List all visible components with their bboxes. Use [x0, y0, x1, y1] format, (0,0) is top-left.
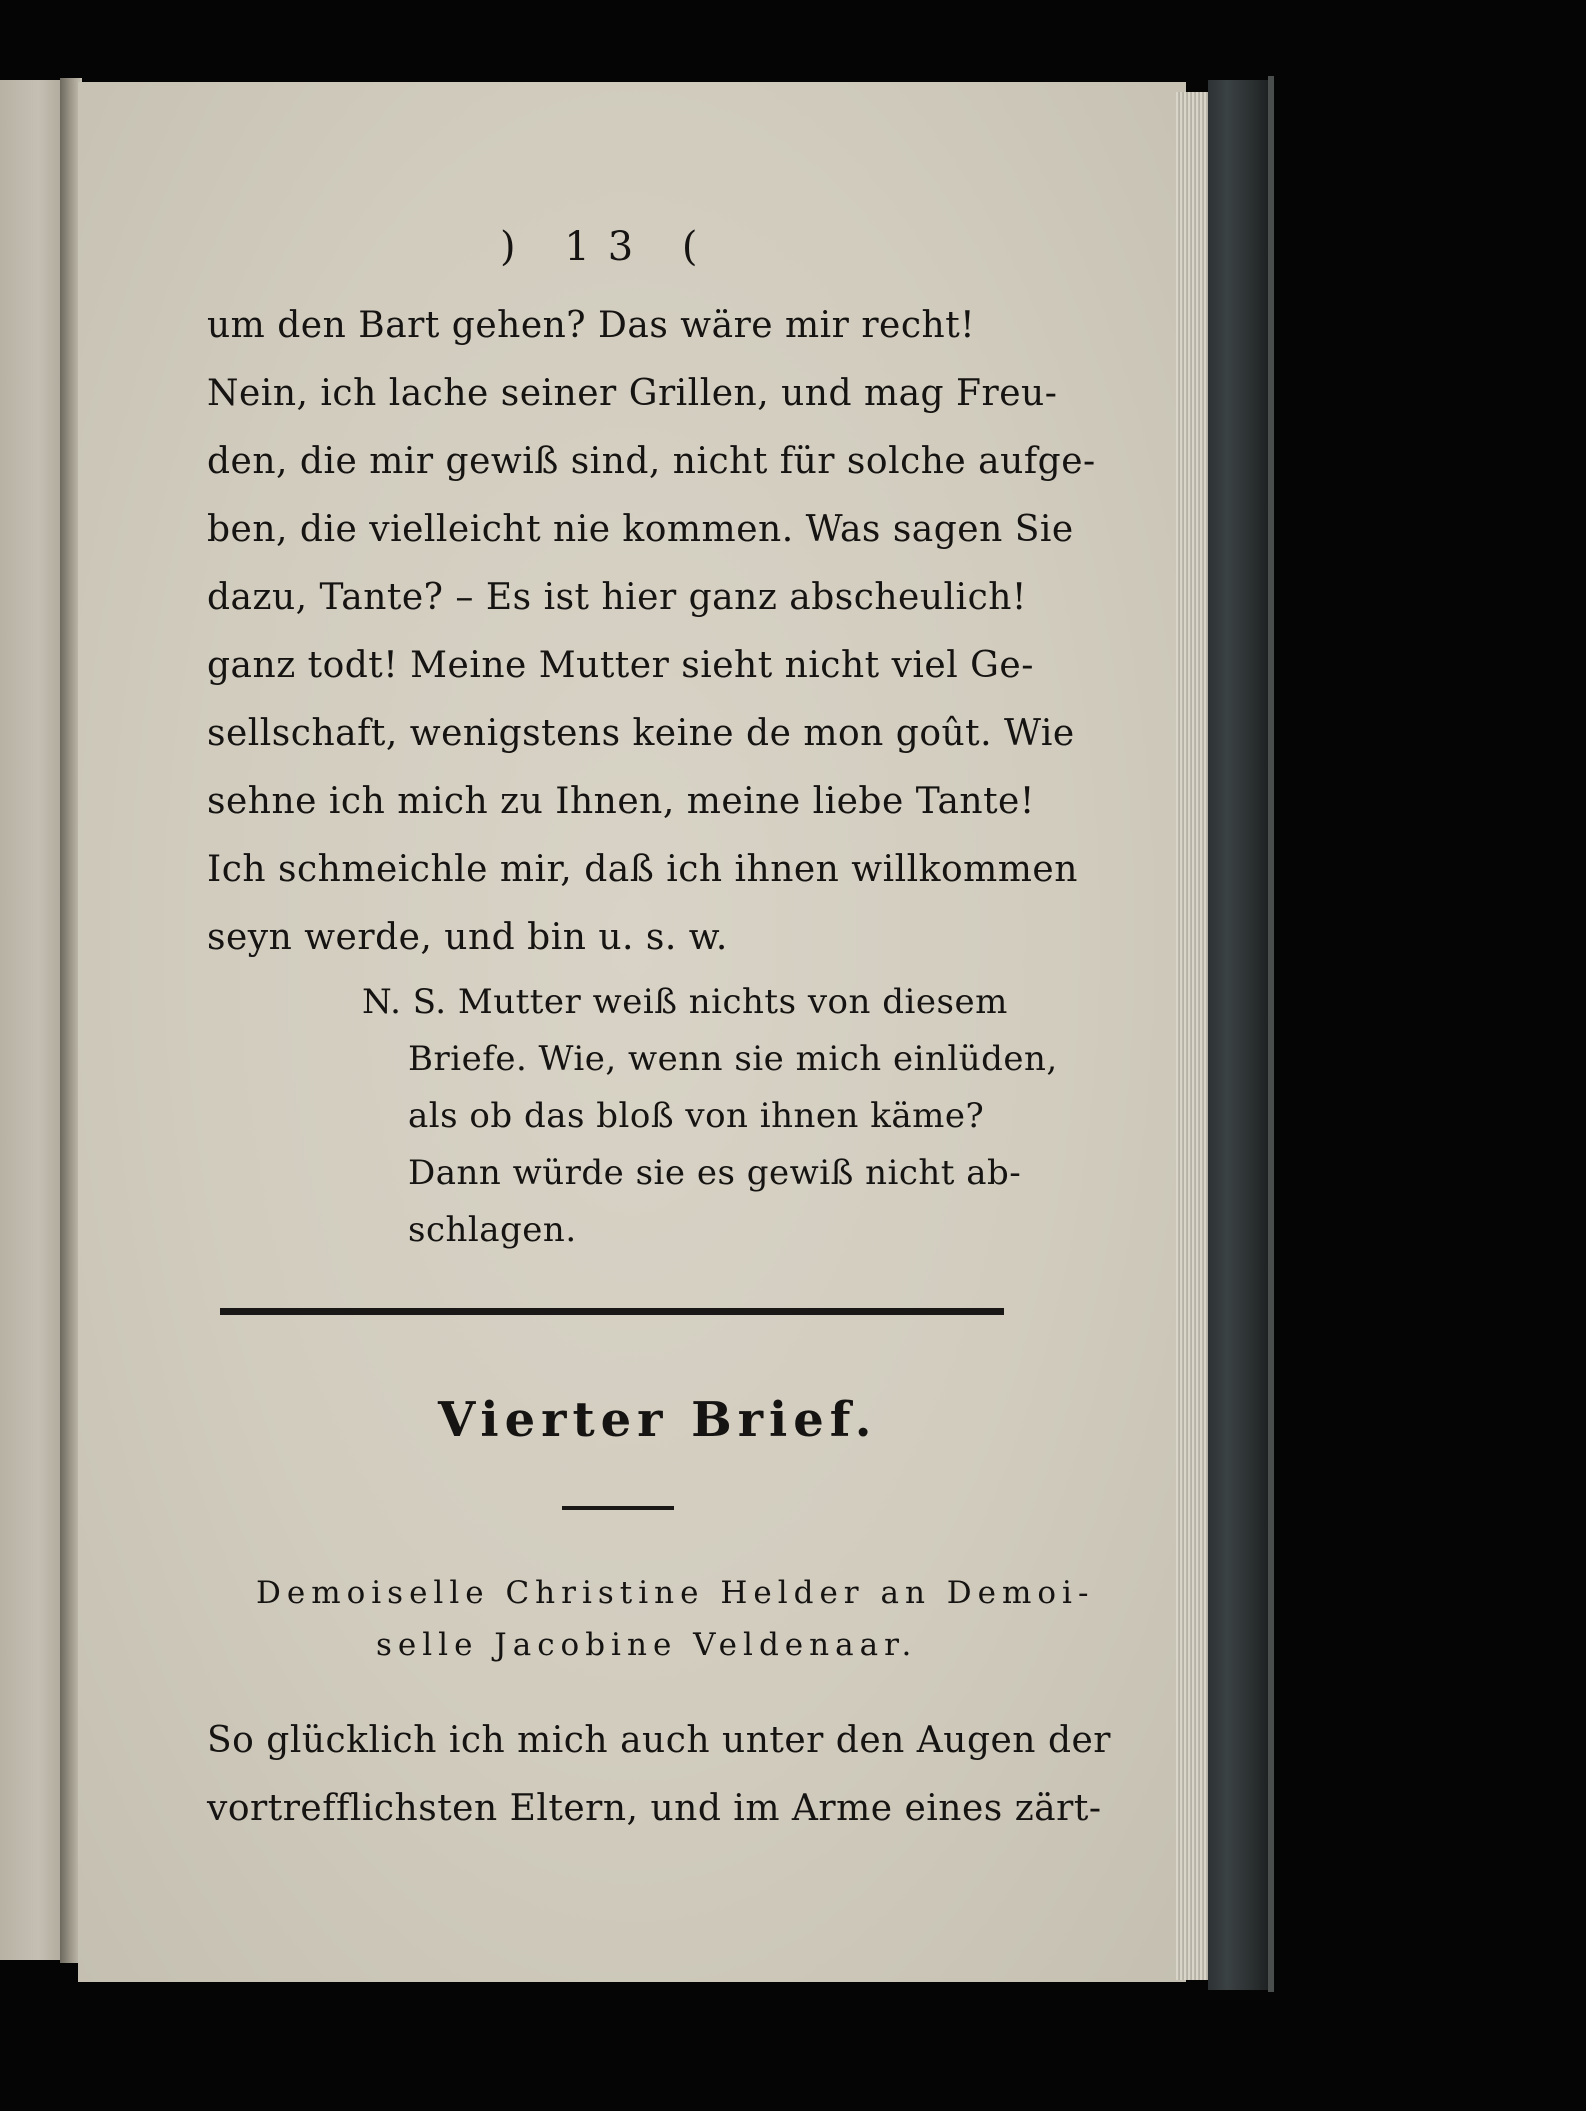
text-line: So glücklich ich mich auch unter den Augen der — [207, 1720, 1111, 1761]
text-line: dazu, Tante? – Es ist hier ganz abscheulich! — [207, 577, 1027, 618]
text-line: um den Bart gehen? Das wäre mir recht! — [207, 305, 976, 346]
letter-heading: Vierter Brief. — [438, 1392, 878, 1448]
text-line: seyn werde, und bin u. s. w. — [207, 917, 728, 958]
text-line: ben, die vielleicht nie kommen. Was sagen Sie — [207, 509, 1074, 550]
letter-address-line: selle Jacobine Veldenaar. — [376, 1627, 918, 1663]
cover-edge — [1268, 76, 1274, 1992]
postscript-line: als ob das bloß von ihnen käme? — [408, 1096, 985, 1136]
postscript-line: N. S. Mutter weiß nichts von diesem — [362, 982, 1008, 1022]
page-stack-edge — [1176, 92, 1210, 1980]
text-line: Nein, ich lache seiner Grillen, und mag Freu- — [207, 373, 1058, 414]
postscript-line: Briefe. Wie, wenn sie mich einlüden, — [408, 1039, 1058, 1079]
book-page — [78, 82, 1186, 1982]
text-line: sehne ich mich zu Ihnen, meine liebe Tante! — [207, 781, 1035, 822]
text-line: den, die mir gewiß sind, nicht für solche aufge- — [207, 441, 1096, 482]
book-cover — [1208, 80, 1272, 1990]
text-line: vortrefflichsten Eltern, und im Arme eines zärt- — [207, 1788, 1102, 1829]
text-line: ganz todt! Meine Mutter sieht nicht viel Ge- — [207, 645, 1034, 686]
text-line: Ich schmeichle mir, daß ich ihnen willkommen — [207, 849, 1078, 890]
text-line: sellschaft, wenigstens keine de mon goût. Wie — [207, 713, 1075, 754]
heading-underline — [562, 1506, 674, 1510]
postscript-line: schlagen. — [408, 1210, 577, 1250]
page-number: ) 13 ( — [500, 224, 716, 270]
letter-address-line: Demoiselle Christine Helder an Demoi- — [256, 1575, 1095, 1611]
section-divider — [220, 1308, 1004, 1315]
postscript-line: Dann würde sie es gewiß nicht ab- — [408, 1153, 1022, 1193]
